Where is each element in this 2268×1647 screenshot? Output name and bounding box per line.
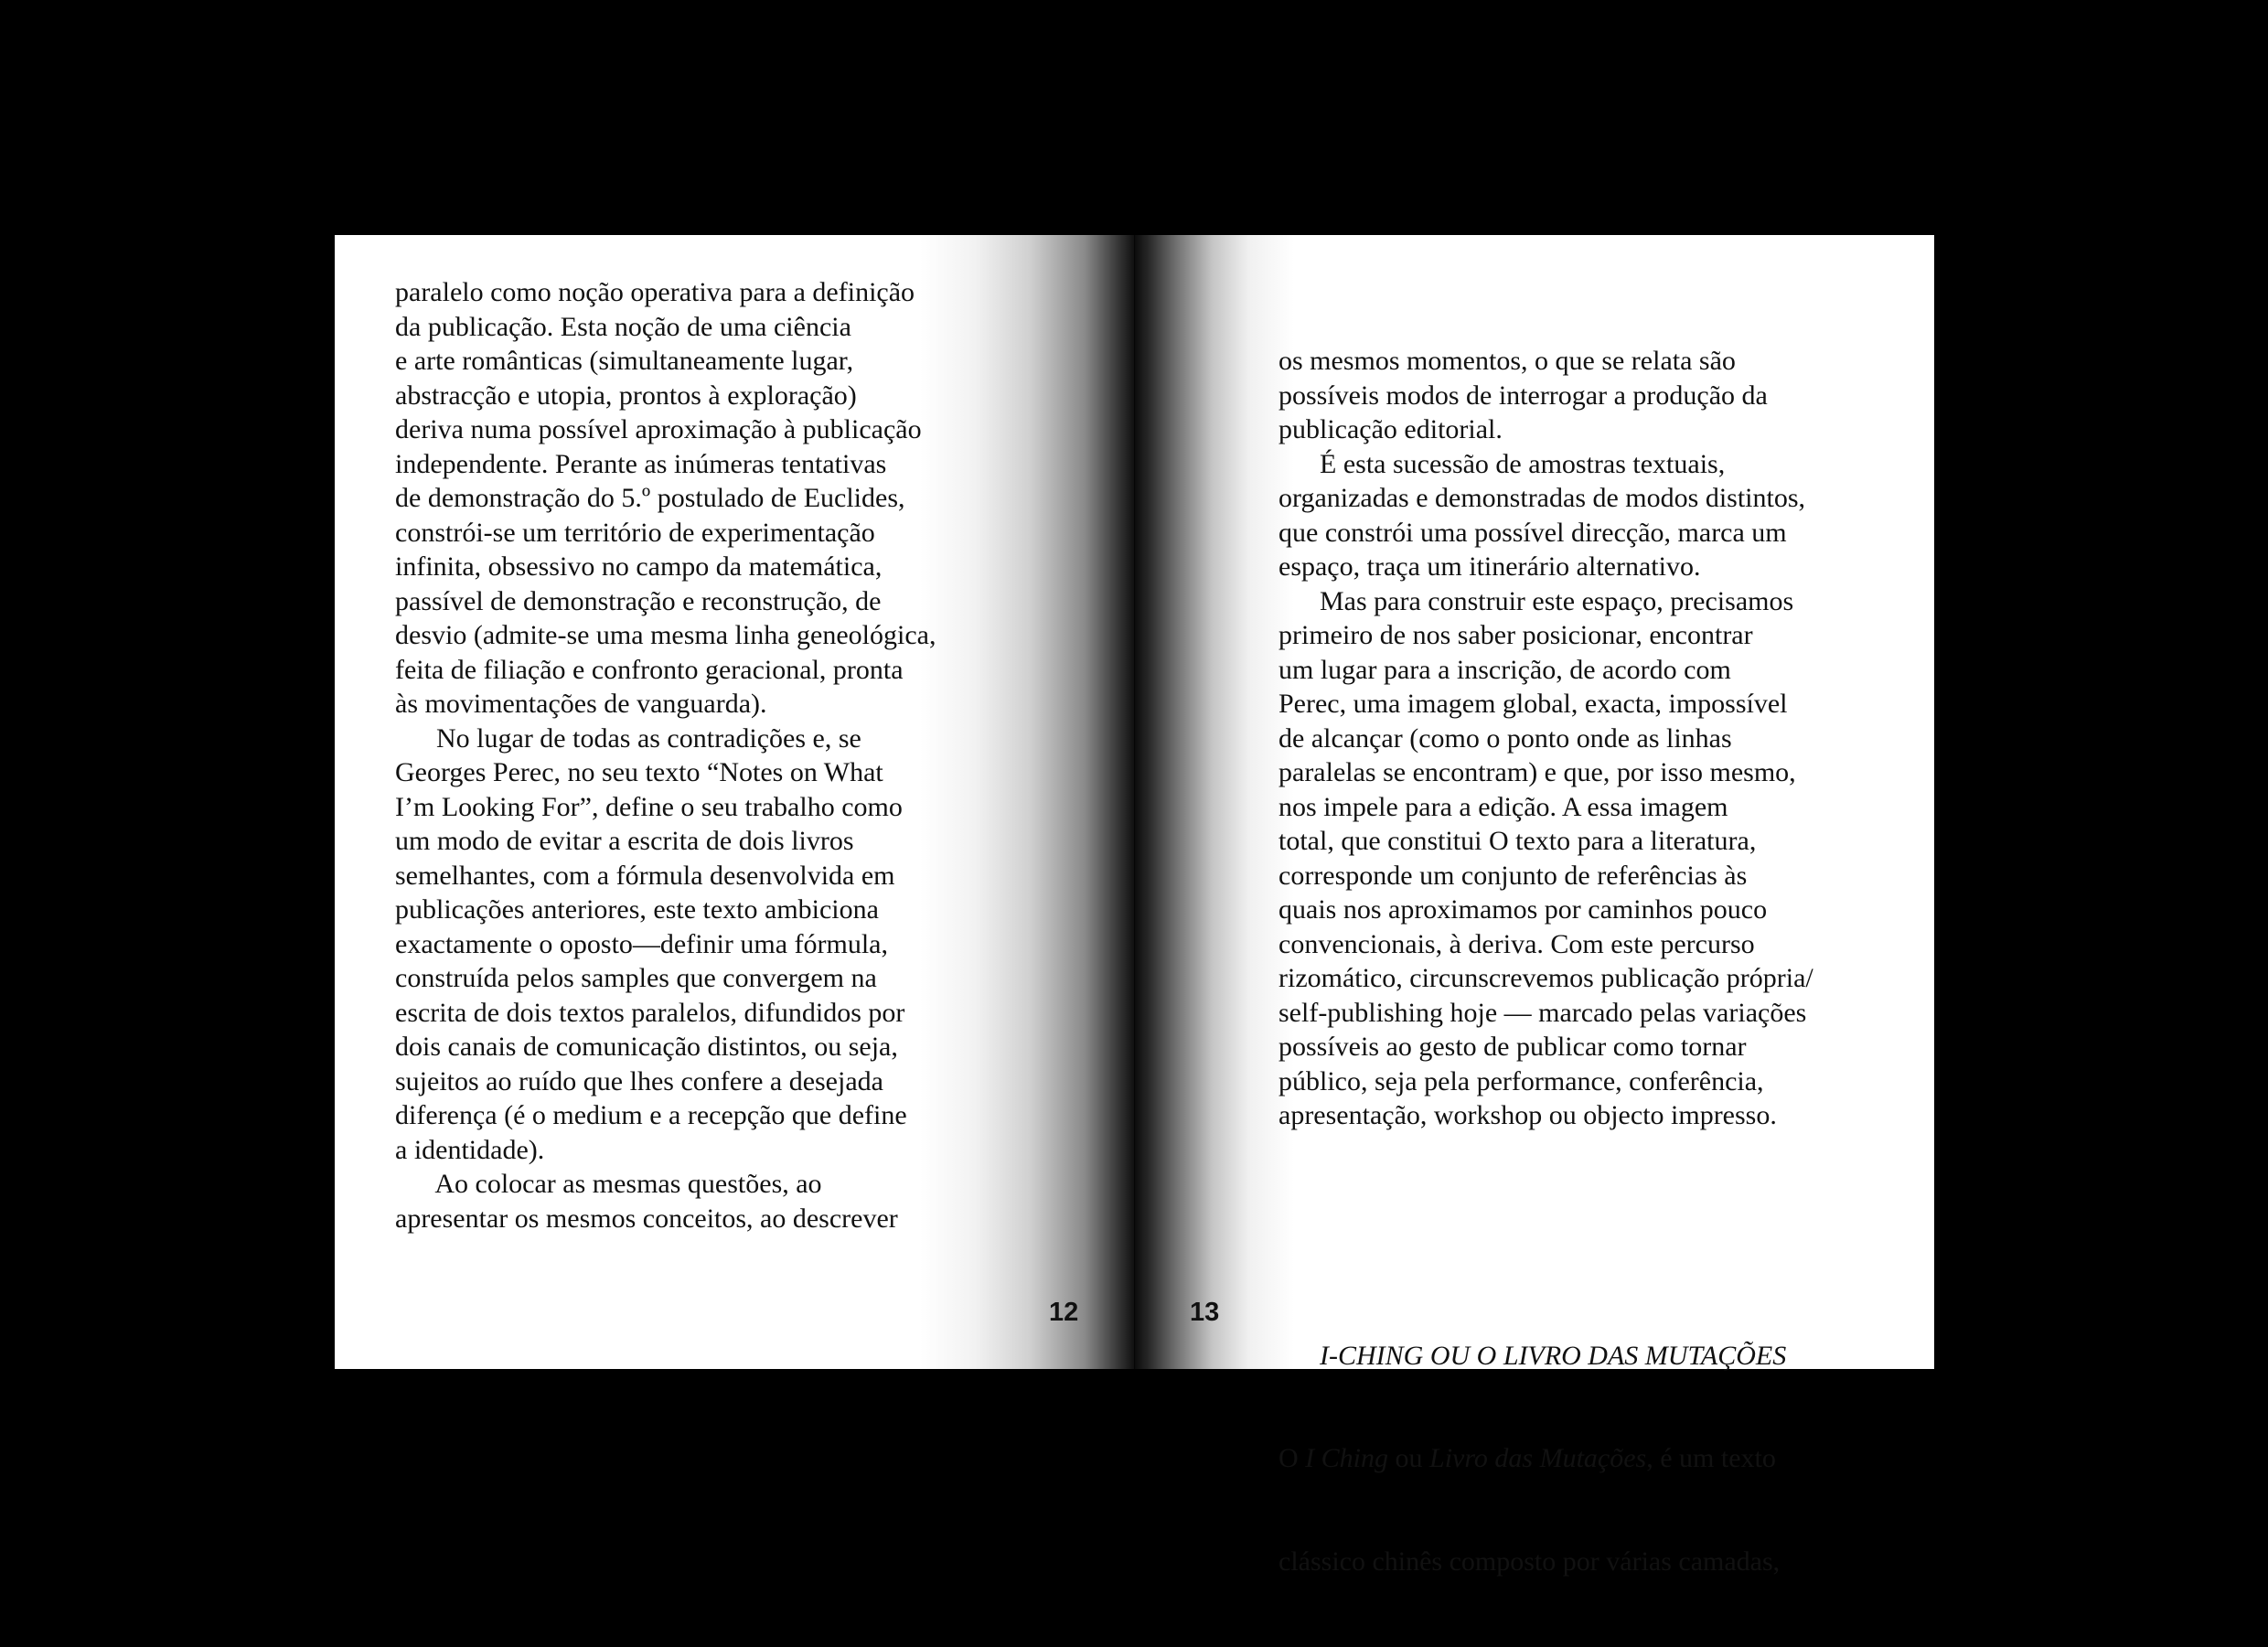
body-line: a identidade). <box>395 1134 545 1165</box>
right-page-paragraphs <box>1278 344 1813 1133</box>
body-line: apresentação, workshop ou objecto impresso. <box>1278 1100 1777 1130</box>
body-line: Mas para construir este espaço, precisamos <box>1278 585 1794 616</box>
body-line: os mesmos momentos, o que se relata são <box>1278 346 1736 376</box>
body-line: infinita, obsessivo no campo da matemática, <box>395 551 883 582</box>
body-line: que constrói uma possível direcção, marca um <box>1278 517 1787 548</box>
body-line: quais nos aproximamos por caminhos pouco <box>1278 894 1768 925</box>
right-page <box>1135 235 1934 1577</box>
body-line: um lugar para a inscrição, de acordo com <box>1278 654 1731 685</box>
body-line: self-publishing hoje — marcado pelas variações <box>1278 997 1807 1028</box>
body-line: constrói-se um território de experimentação <box>395 517 875 548</box>
title-livro-das-mutacoes: Livro das Mutações <box>1429 1443 1647 1473</box>
section-gap <box>1278 1202 1813 1270</box>
body-line: sujeitos ao ruído que lhes confere a desejada <box>395 1065 883 1096</box>
right-page-number: 13 <box>1190 1298 1220 1327</box>
body-line: e arte românticas (simultaneamente lugar, <box>395 346 854 376</box>
body-line: independente. Perante as inúmeras tentativas <box>395 448 887 479</box>
body-line: desvio (admite-se uma mesma linha geneológica, <box>395 620 936 650</box>
body-line: Georges Perec, no seu texto “Notes on What <box>395 757 883 787</box>
body-line: público, seja pela performance, conferência, <box>1278 1065 1764 1096</box>
body-line: às movimentações de vanguarda). <box>395 689 767 719</box>
body-line: É esta sucessão de amostras textuais, <box>1278 448 1726 479</box>
right-page-body-text <box>1278 275 1813 1647</box>
left-page-number: 12 <box>1049 1298 1079 1327</box>
body-line: publicação editorial. <box>1278 414 1503 444</box>
body-line <box>1278 1441 1813 1476</box>
body-line: construída pelos samples que convergem na <box>395 963 877 993</box>
text-run: , é um texto <box>1646 1443 1776 1473</box>
body-line: total, que constitui O texto para a literatura, <box>1278 826 1757 856</box>
body-line: de alcançar (como o ponto onde as linhas <box>1278 722 1732 754</box>
body-line: escrita de dois textos paralelos, difundidos por <box>395 997 905 1028</box>
text-run: O <box>1278 1443 1306 1473</box>
title-i-ching: I Ching <box>1305 1443 1389 1473</box>
book-spread <box>335 235 1934 1577</box>
body-line: corresponde um conjunto de referências às <box>1278 860 1748 891</box>
body-line: Ao colocar as mesmas questões, ao <box>395 1169 822 1199</box>
body-line: deriva numa possível aproximação à publicação <box>395 414 922 444</box>
body-line: organizadas e demonstradas de modos distintos, <box>1278 483 1806 513</box>
body-line: semelhantes, com a fórmula desenvolvida em <box>395 860 895 891</box>
body-line: abstracção e utopia, prontos à exploração) <box>395 380 857 411</box>
text-run: ou <box>1388 1443 1430 1473</box>
body-line: da publicação. Esta noção de uma ciência <box>395 311 851 342</box>
left-page <box>335 235 1134 1369</box>
body-line: diferença (é o medium e a recepção que define <box>395 1100 907 1130</box>
left-page-body-text <box>395 275 936 1235</box>
body-line: apresentar os mesmos conceitos, ao descrever <box>395 1203 898 1234</box>
body-line: dois canais de comunicação distintos, ou seja, <box>395 1032 898 1062</box>
body-line: No lugar de todas as contradições e, se <box>395 722 861 754</box>
body-line: possíveis ao gesto de publicar como tornar <box>1278 1032 1747 1062</box>
body-line: espaço, traça um itinerário alternativo. <box>1278 551 1701 582</box>
body-line: I’m Looking For”, define o seu trabalho como <box>395 791 903 822</box>
body-line: passível de demonstração e reconstrução, de <box>395 585 882 616</box>
body-line: paralelas se encontram) e que, por isso mesmo, <box>1278 757 1796 787</box>
body-line: feita de filiação e confronto geracional, pronta <box>395 654 904 685</box>
body-line: exactamente o oposto—definir uma fórmula, <box>395 928 888 959</box>
body-line: primeiro de nos saber posicionar, encontrar <box>1278 620 1753 650</box>
body-line: clássico chinês composto por várias camadas, <box>1278 1545 1781 1577</box>
body-line: rizomático, circunscrevemos publicação própria/ <box>1278 963 1813 993</box>
body-line: paralelo como noção operativa para a definição <box>395 277 915 307</box>
body-line: publicações anteriores, este texto ambiciona <box>395 894 879 925</box>
body-line: um modo de evitar a escrita de dois livros <box>395 826 854 856</box>
body-line: convencionais, à deriva. Com este percurso <box>1278 928 1755 959</box>
body-line: nos impele para a edição. A essa imagem <box>1278 791 1728 822</box>
body-line: possíveis modos de interrogar a produção da <box>1278 380 1768 411</box>
body-line: de demonstração do 5.º postulado de Euclides, <box>395 483 905 513</box>
body-line: Perec, uma imagem global, exacta, impossível <box>1278 689 1788 719</box>
section-heading: I-CHING OU O LIVRO DAS MUTAÇÕES <box>1278 1340 1787 1371</box>
